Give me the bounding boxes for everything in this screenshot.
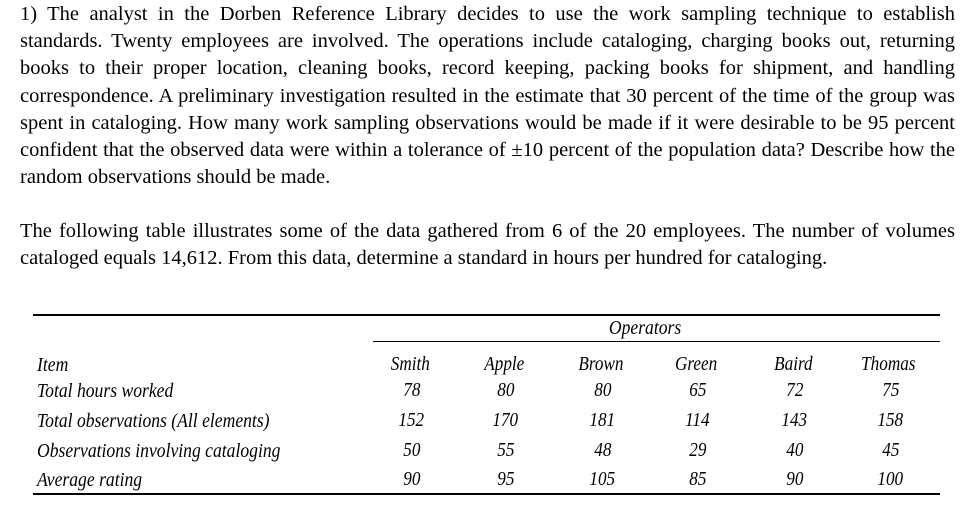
table-cell: 105 — [589, 469, 616, 490]
problem-paragraph-2: The following table illustrates some of the data gathered from 6 of the 20 employees. The number of volumes cataloged equals 14,612. From this data, determine a standard in hours per hundred for cataloging. — [20, 220, 955, 270]
table-header-row — [0, 354, 975, 380]
operator-header: Green — [674, 354, 718, 375]
operator-header: Brown — [578, 354, 624, 375]
table-cell: 114 — [685, 410, 710, 431]
table-cell: 75 — [882, 380, 900, 401]
table-cell: 100 — [877, 469, 904, 490]
table-cell: 170 — [492, 410, 519, 431]
table-cell: 48 — [594, 440, 612, 461]
table-cell: 143 — [781, 410, 808, 431]
operator-header: Smith — [390, 354, 430, 375]
operators-header-rule — [373, 341, 940, 342]
operators-group-header: Operators — [608, 317, 682, 339]
operator-header: Apple — [484, 354, 525, 375]
row-label: Total observations (All elements) — [37, 410, 270, 432]
table-bottom-rule — [33, 493, 940, 495]
table-top-rule — [33, 314, 940, 316]
row-label: Observations involving cataloging — [37, 440, 281, 462]
item-header: Item — [37, 354, 69, 376]
operator-header: Baird — [774, 354, 813, 375]
table-row — [0, 410, 975, 436]
table-cell: 90 — [786, 469, 804, 490]
table-cell: 55 — [497, 440, 515, 461]
table-cell: 78 — [403, 380, 421, 401]
table-cell: 40 — [786, 440, 804, 461]
table-cell: 45 — [882, 440, 900, 461]
table-cell: 50 — [403, 440, 421, 461]
table-row — [0, 380, 975, 406]
table-cell: 72 — [786, 380, 804, 401]
table-cell: 158 — [877, 410, 904, 431]
table-cell: 29 — [689, 440, 707, 461]
problem-paragraph-1: 1) The analyst in the Dorben Reference Library decides to use the work sampling technique to establish standards. Twenty employees are involved. The operations include cataloging, charging books out, returning books to their proper location, cleaning books, record keeping, packing books for shipment, and handling correspondence. A preliminary investigation resulted in the estimate that 30 percent of the time of the group was spent in cataloging. How many work sampling observations would be made if it were desirable to be 95 percent confident that the observed data were within a tolerance of ±10 percent of the population data? Describe how the random observations should be made. — [20, 3, 955, 189]
row-label: Average rating — [37, 469, 143, 491]
table-cell: 65 — [689, 380, 707, 401]
table-cell: 181 — [589, 410, 616, 431]
table-cell: 80 — [497, 380, 515, 401]
table-cell: 95 — [497, 469, 515, 490]
table-row — [0, 469, 975, 495]
table-cell: 90 — [403, 469, 421, 490]
operator-header: Thomas — [861, 354, 916, 375]
table-cell: 80 — [594, 380, 612, 401]
table-cell: 152 — [398, 410, 425, 431]
row-label: Total hours worked — [37, 380, 174, 402]
table-cell: 85 — [689, 469, 707, 490]
table-row — [0, 440, 975, 466]
